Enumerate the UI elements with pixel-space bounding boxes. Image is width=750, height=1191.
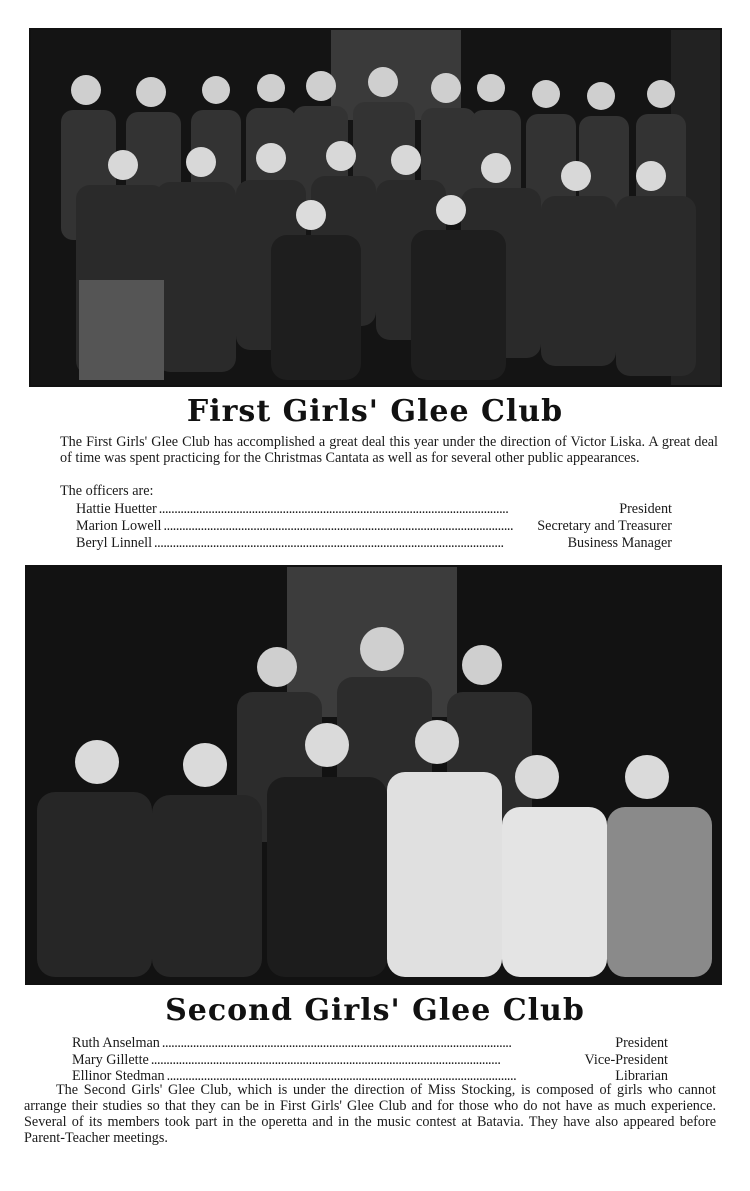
officer-row [76, 501, 672, 517]
second-club-heading: Second Girls' Glee Club [165, 993, 585, 1028]
officer-role: Business Manager [567, 535, 672, 551]
officer-role: Vice-President [584, 1052, 668, 1068]
leader-dots [164, 518, 536, 534]
first-glee-club-photo [29, 28, 722, 387]
officer-name: Mary Gillette [72, 1052, 149, 1068]
first-club-paragraph: The First Girls' Glee Club has accomplished a great deal this year under the direction of Victor Liska. A great deal of time was spent practicing for the Christmas Cantata as well as for several other public appearances. [60, 434, 718, 466]
leader-dots [151, 1052, 583, 1068]
leader-dots [154, 535, 566, 551]
officer-row [72, 1052, 668, 1068]
officers-label: The officers are: [60, 483, 154, 499]
officer-row [76, 535, 672, 551]
group-photo-illustration [31, 30, 720, 385]
second-club-paragraph: The Second Girls' Glee Club, which is under the direction of Miss Stocking, is composed of girls who cannot arrange their studies so that they can be in First Girls' Glee Club and for those who do not have as much experience. Several of its members took part in the operetta and in the music contest at Batavia. They have also appeared before Parent-Teacher meetings. [24, 1082, 716, 1146]
second-glee-club-photo [25, 565, 722, 985]
leader-dots [159, 501, 617, 517]
officer-role: Librarian [615, 1068, 668, 1084]
officer-name: Marion Lowell [76, 518, 162, 534]
leader-dots [162, 1035, 613, 1051]
officer-role: President [615, 1035, 668, 1051]
group-photo-illustration [27, 567, 720, 983]
officer-name: Ellinor Stedman [72, 1068, 165, 1084]
officer-name: Ruth Anselman [72, 1035, 160, 1051]
officer-row [76, 518, 672, 534]
officer-role: President [619, 501, 672, 517]
officer-name: Beryl Linnell [76, 535, 153, 551]
officer-name: Hattie Huetter [76, 501, 157, 517]
officer-role: Secretary and Treasurer [537, 518, 672, 534]
first-club-heading: First Girls' Glee Club [186, 394, 564, 429]
officer-row [72, 1035, 668, 1051]
